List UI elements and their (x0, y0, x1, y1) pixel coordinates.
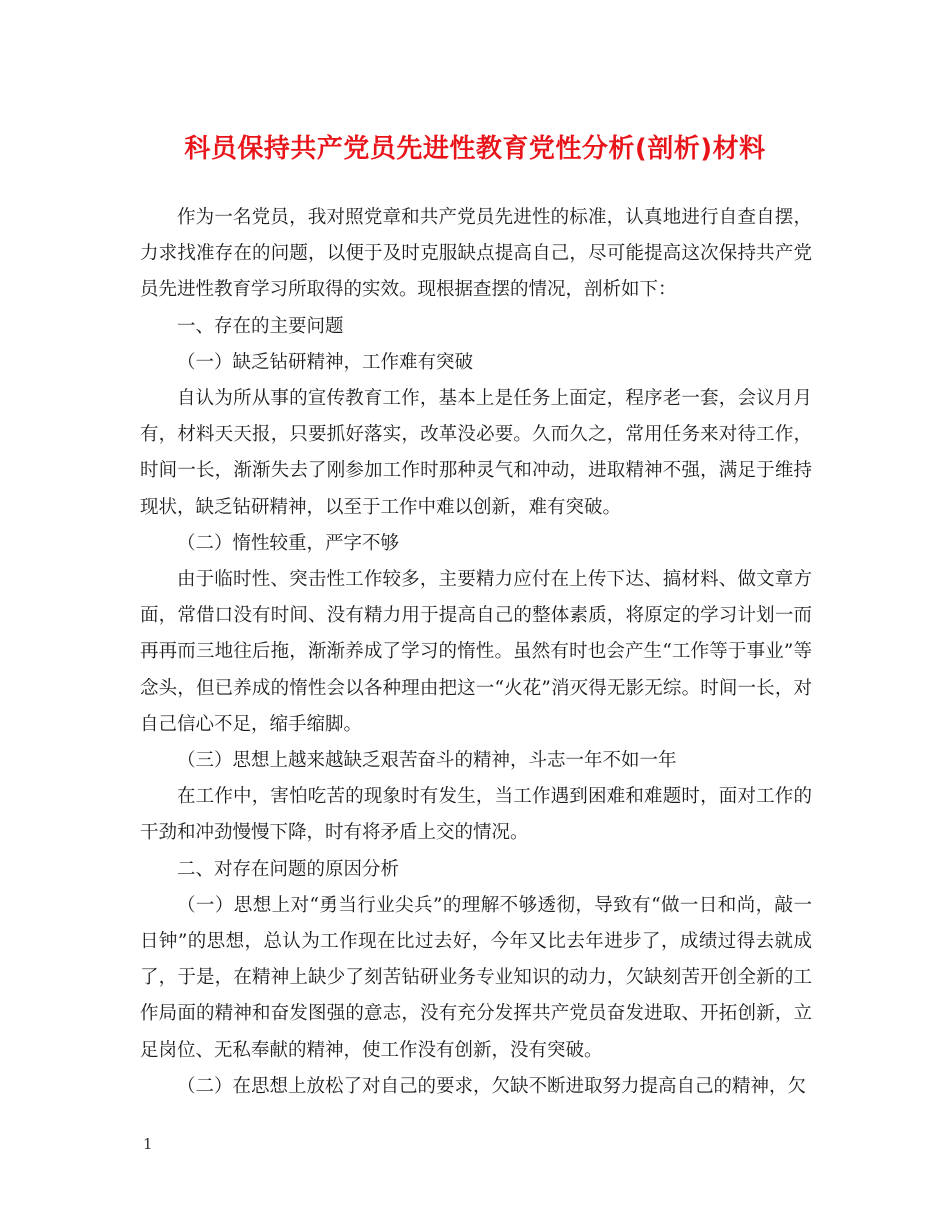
section-heading-2: 二、对存在问题的原因分析 (177, 858, 400, 880)
subheading-1-3: （三）思想上越来越缺乏艰苦奋斗的精神，斗志一年不如一年 (177, 750, 677, 772)
paragraph-1-3: 在工作中，害怕吃苦的现象时有发生，当工作遇到困难和难题时，面对工作的干劲和冲劲慢慢下降，时有将矛盾上交的情况。 (140, 786, 812, 844)
paragraph-1-1: 自认为所从事的宣传教育工作，基本上是任务上面定，程序老一套，会议月月有，材料天天报，只要抓好落实，改革没必要。久而久之，常用任务来对待工作，时间一长，渐渐失去了刚参加工作时那种灵气和冲动，进取精神不强，满足于维持现状，缺乏钻研精神，以至于工作中难以创新，难有突破。 (140, 388, 812, 518)
document-title: 科员保持共产党员先进性教育党性分析(剖析)材料 (184, 134, 766, 164)
paragraph-2-1: （一）思想上对“勇当行业尖兵”的理解不够透彻，导致有“做一日和尚，敲一日钟”的思想，总认为工作现在比过去好，今年又比去年进步了，成绩过得去就成了，于是，在精神上缺少了刻苦钻研业务专业知识的动力，欠缺刻苦开创全新的工作局面的精神和奋发图强的意志，没有充分发挥共产党员奋发进取、开拓创新，立足岗位、无私奉献的精神，使工作没有创新，没有突破。 (140, 894, 812, 1061)
subheading-1-2: （二）惰性较重，严字不够 (177, 532, 400, 554)
paragraph-2-2: （二）在思想上放松了对自己的要求，欠缺不断进取努力提高自己的精神，欠 (177, 1075, 807, 1097)
section-heading-1: 一、存在的主要问题 (177, 315, 344, 337)
document-body (140, 200, 812, 1105)
paragraph-intro: 作为一名党员，我对照党章和共产党员先进性的标准，认真地进行自查自摆，力求找准存在的问题，以便于及时克服缺点提高自己，尽可能提高这次保持共产党员先进性教育学习所取得的实效。现根据查摆的情况，剖析如下： (140, 207, 812, 301)
subheading-1-1: （一）缺乏钻研精神，工作难有突破 (177, 351, 474, 373)
paragraph-1-2: 由于临时性、突击性工作较多，主要精力应付在上传下达、搞材料、做文章方面，常借口没有时间、没有精力用于提高自己的整体素质，将原定的学习计划一而再再而三地往后拖，渐渐养成了学习的惰性。虽然有时也会产生“工作等于事业”等念头，但已养成的惰性会以各种理由把这一“火花”消灭得无影无综。时间一长，对自己信心不足，缩手缩脚。 (140, 569, 812, 735)
page-number: 1 (143, 1135, 153, 1153)
